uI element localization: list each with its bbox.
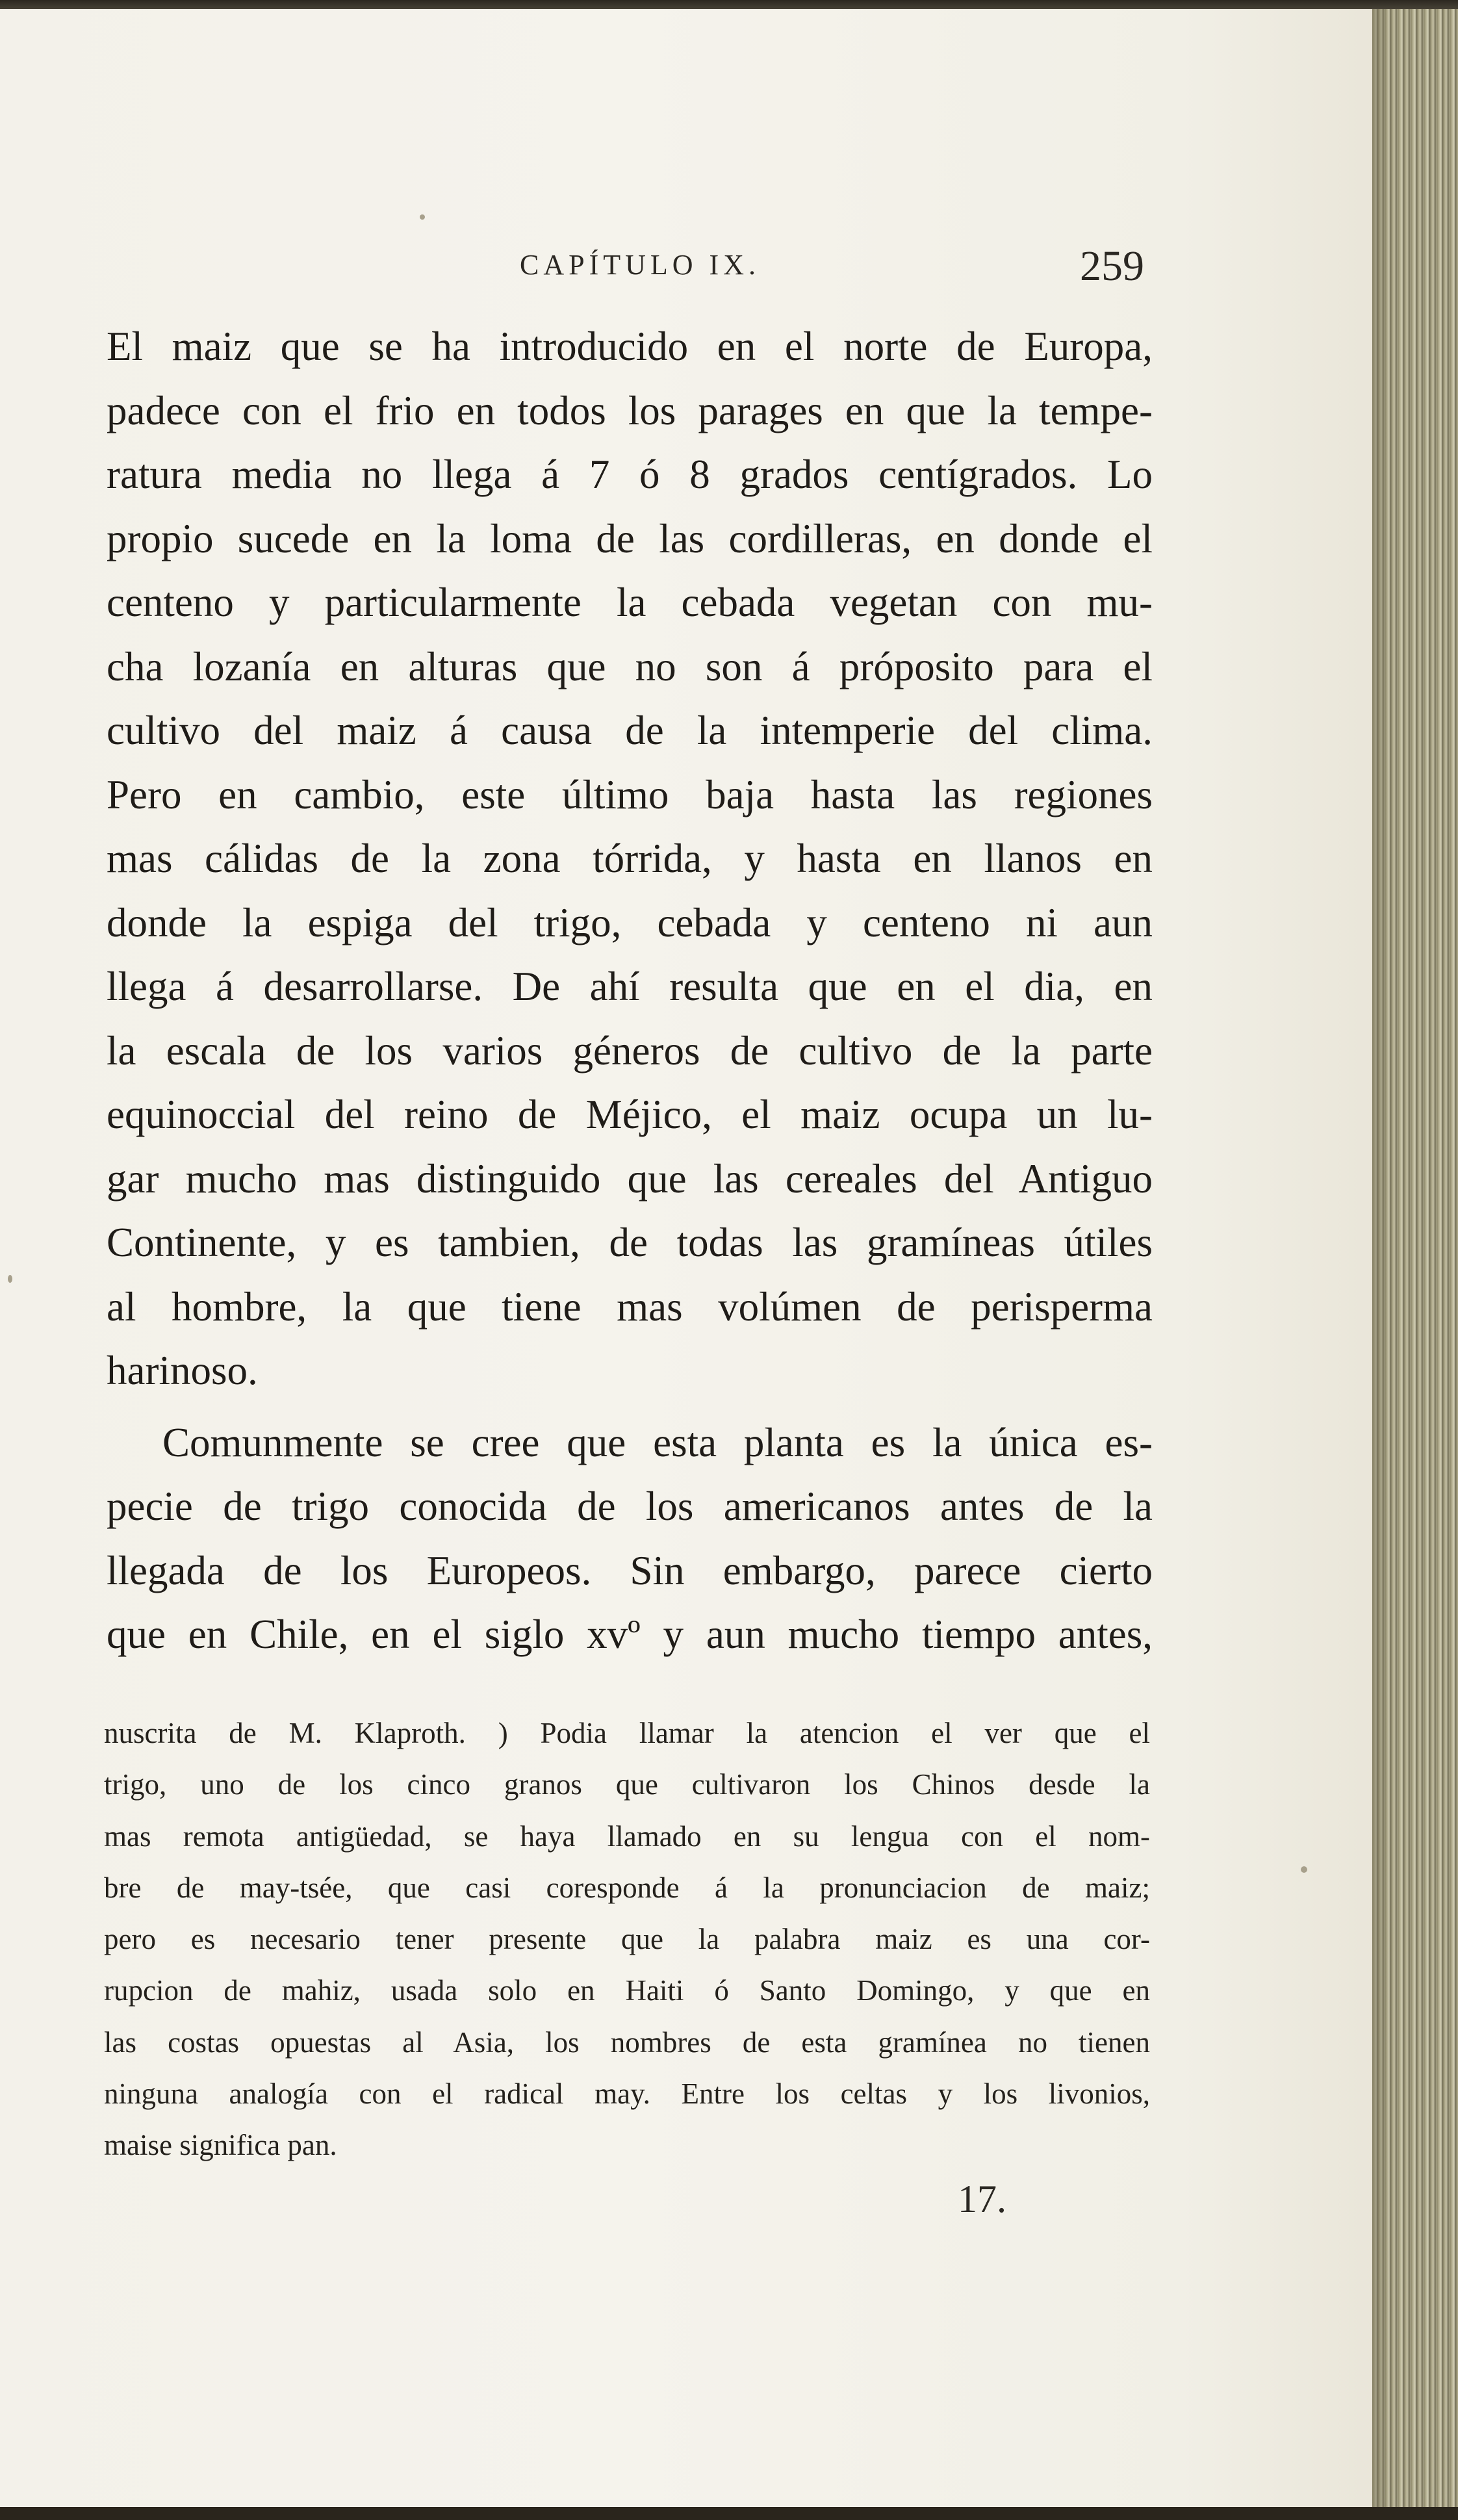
bottom-edge <box>0 2507 1458 2520</box>
body-line: Pero en cambio, este último baja hasta las regiones <box>107 771 1153 817</box>
body-line: Comunmente se cree que esta planta es la única es- <box>162 1419 1153 1465</box>
body-line: cultivo del maiz á causa de la intemperie del clima. <box>107 708 1153 753</box>
footnote-line: mas remota antigüedad, se haya llamado en su lengua con el nom- <box>104 1819 1150 1853</box>
body-line: al hombre, la que tiene mas volúmen de perisperma <box>107 1283 1153 1330</box>
body-line: propio sucede en la loma de las cordilleras, en donde el <box>107 515 1153 561</box>
body-line: que en Chile, en el siglo xvº y aun mucho tiempo antes, <box>107 1612 1153 1657</box>
signature-mark: 17. <box>958 2178 1006 2220</box>
body-line: padece con el frio en todos los parages en que la tempe- <box>107 387 1153 433</box>
footnote-line: pero es necesario tener presente que la palabra maiz es una cor- <box>104 1923 1150 1956</box>
body-line: gar mucho mas distinguido que las cereales del Antiguo <box>107 1155 1153 1202</box>
paper-speck <box>1301 1866 1307 1873</box>
paper-speck <box>420 214 425 220</box>
body-text <box>107 315 1153 1659</box>
body-line: la escala de los varios géneros de cultivo de la parte <box>107 1027 1153 1074</box>
body-line: mas cálidas de la zona tórrida, y hasta en llanos en <box>107 836 1153 881</box>
running-head: CAPÍTULO IX. <box>520 249 760 281</box>
body-line: cha lozanía en alturas que no son á próposito para el <box>107 643 1153 689</box>
body-line: Continente, y es tambien, de todas las gramíneas útiles <box>107 1220 1153 1265</box>
body-line: llegada de los Europeos. Sin embargo, parece cierto <box>107 1547 1153 1593</box>
body-line: El maiz que se ha introducido en el norte de Europa, <box>107 324 1153 369</box>
footnote-line: rupcion de mahiz, usada solo en Haiti ó Santo Domingo, y que en <box>104 1974 1150 2007</box>
page-number: 259 <box>1080 242 1144 290</box>
footnote-line: maise significa pan. <box>104 2129 337 2162</box>
footnote-line: bre de may-tsée, que casi coresponde á la pronunciacion de maiz; <box>104 1871 1150 1904</box>
footnote-line: trigo, uno de los cinco granos que cultivaron los Chinos desde la <box>104 1768 1150 1801</box>
footnote-line: nuscrita de M. Klaproth. ) Podia llamar la atencion el ver que el <box>104 1717 1150 1749</box>
paper-speck <box>8 1275 12 1283</box>
body-line: llega á desarrollarse. De ahí resulta que en el dia, en <box>107 964 1153 1009</box>
page-edge-shade <box>1372 9 1392 2520</box>
body-line: equinoccial del reino de Méjico, el maiz ocupa un lu- <box>107 1092 1153 1137</box>
body-line: ratura media no llega á 7 ó 8 grados centígrados. Lo <box>107 452 1153 497</box>
footnote <box>104 1708 1150 2172</box>
footnote-line: las costas opuestas al Asia, los nombres de esta gramínea no tienen <box>104 2025 1150 2059</box>
body-line: harinoso. <box>107 1348 258 1393</box>
body-line: donde la espiga del trigo, cebada y centeno ni aun <box>107 899 1153 945</box>
body-line: pecie de trigo conocida de los americanos antes de la <box>107 1484 1153 1529</box>
body-line: centeno y particularmente la cebada vegetan con mu- <box>107 580 1153 625</box>
footnote-line: ninguna analogía con el radical may. Entre los celtas y los livonios, <box>104 2077 1150 2111</box>
